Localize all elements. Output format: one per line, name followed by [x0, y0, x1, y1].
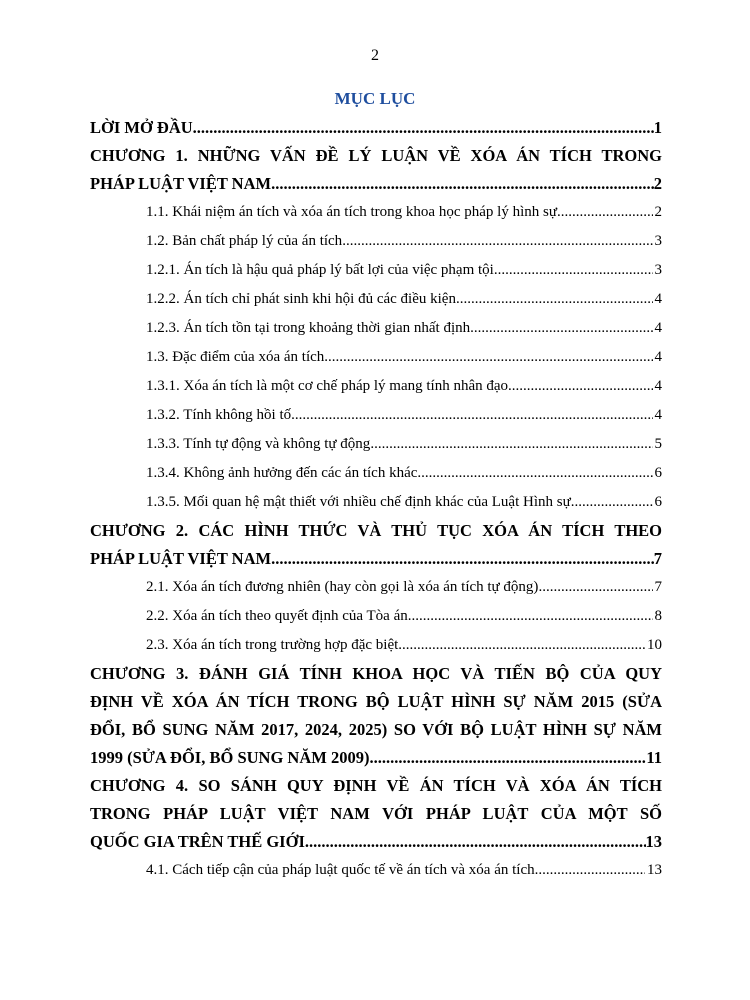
toc-entry-chapter-2[interactable]: [90, 517, 662, 573]
toc-entry-title: 2.2. Xóa án tích theo quyết định của Tòa án: [146, 608, 408, 624]
toc-page-number: 5: [654, 436, 662, 452]
dot-leader: [571, 488, 653, 517]
dot-leader: [342, 227, 652, 256]
toc-entry-chapter-4[interactable]: [90, 772, 662, 856]
toc-page-number: 2: [653, 174, 662, 193]
toc-entry-1-1[interactable]: [90, 198, 662, 227]
dot-leader: [369, 744, 646, 772]
toc-entry-4-1[interactable]: [90, 856, 662, 885]
toc-page-number: 4: [654, 349, 662, 365]
dot-leader: [470, 314, 652, 343]
toc-entry-2-2[interactable]: [90, 602, 662, 631]
toc-title: MỤC LỤC: [334, 89, 416, 108]
toc-page-number: 2: [654, 204, 662, 220]
toc-entry-1-2-3[interactable]: [90, 314, 662, 343]
toc-page-number: 6: [654, 465, 662, 481]
toc-entry-title: 1.2.2. Án tích chỉ phát sinh khi hội đủ các điều kiện: [146, 291, 456, 307]
toc-entry-title-line: CHƯƠNG 2. CÁC HÌNH THỨC VÀ THỦ TỤC XÓA ÁN TÍCH THEO: [90, 521, 662, 540]
toc-entry-1-3[interactable]: [90, 343, 662, 372]
toc-entry-1-3-1[interactable]: [90, 372, 662, 401]
toc-page-number: 3: [654, 262, 662, 278]
dot-leader: [494, 256, 653, 285]
toc-page-number: 4: [654, 291, 662, 307]
toc-entry-title: 2.3. Xóa án tích trong trường hợp đặc biệt: [146, 637, 399, 653]
dot-leader: [417, 459, 652, 488]
toc-entry-title-line: CHƯƠNG 4. SO SÁNH QUY ĐỊNH VỀ ÁN TÍCH VÀ XÓA ÁN TÍCH: [90, 776, 662, 795]
toc-entry-2-3[interactable]: [90, 631, 662, 660]
dot-leader: [398, 631, 645, 660]
toc-entry-2-1[interactable]: [90, 573, 662, 602]
toc-entry-chapter-3[interactable]: [90, 660, 662, 772]
toc-page-number: 4: [654, 320, 662, 336]
toc-entry-1-3-5[interactable]: [90, 488, 662, 517]
toc-page-number: 7: [654, 579, 662, 595]
toc-entry-title: QUỐC GIA TRÊN THẾ GIỚI: [90, 832, 305, 851]
toc-entry-title: LỜI MỞ ĐẦU: [90, 118, 193, 137]
toc-page-number: 6: [654, 494, 662, 510]
toc-entry-1-2-2[interactable]: [90, 285, 662, 314]
table-of-contents: [90, 114, 662, 885]
dot-leader: [305, 828, 646, 856]
toc-entry-1-3-4[interactable]: [90, 459, 662, 488]
dot-leader: [370, 430, 652, 459]
toc-page-number: 1: [653, 118, 662, 137]
toc-entry-title: 1.3. Đặc điểm của xóa án tích: [146, 349, 325, 365]
toc-entry-title: 1.3.3. Tính tự động và không tự động: [146, 436, 371, 452]
toc-entry-1-2-1[interactable]: [90, 256, 662, 285]
dot-leader: [193, 114, 654, 142]
dot-leader: [271, 545, 654, 573]
dot-leader: [291, 401, 652, 430]
toc-entry-title: PHÁP LUẬT VIỆT NAM: [90, 174, 272, 193]
toc-entry-title: 1.1. Khái niệm án tích và xóa án tích trong khoa học pháp lý hình sự: [146, 204, 557, 220]
dot-leader: [557, 198, 653, 227]
toc-entry-title: 1.2. Bản chất pháp lý của án tích: [146, 233, 343, 249]
toc-page-number: 8: [654, 608, 662, 624]
toc-entry-chapter-1[interactable]: [90, 142, 662, 198]
toc-page-number: 11: [646, 748, 662, 767]
toc-entry-title: PHÁP LUẬT VIỆT NAM: [90, 549, 272, 568]
toc-entry-title-line: CHƯƠNG 3. ĐÁNH GIÁ TÍNH KHOA HỌC VÀ TIẾN BỘ CỦA QUY: [90, 664, 662, 683]
dot-leader: [271, 170, 654, 198]
toc-entry-title: 1999 (SỬA ĐỔI, BỔ SUNG NĂM 2009): [90, 748, 370, 767]
toc-entry-title-line: CHƯƠNG 1. NHỮNG VẤN ĐỀ LÝ LUẬN VỀ XÓA ÁN TÍCH TRONG: [90, 146, 662, 165]
toc-page-number: 10: [647, 637, 662, 653]
toc-entry-1-3-2[interactable]: [90, 401, 662, 430]
toc-page-number: 13: [645, 832, 662, 851]
toc-entry-title-line: ĐỊNH VỀ XÓA ÁN TÍCH TRONG BỘ LUẬT HÌNH SỰ NĂM 2015 (SỬA: [90, 692, 662, 711]
toc-entry-title: 1.3.4. Không ảnh hưởng đến các án tích khác: [146, 465, 418, 481]
toc-entry-title-line: ĐỔI, BỔ SUNG NĂM 2017, 2024, 2025) SO VỚI BỘ LUẬT HÌNH SỰ NĂM: [90, 720, 662, 739]
toc-entry-title: 1.3.1. Xóa án tích là một cơ chế pháp lý mang tính nhân đạo: [146, 378, 509, 394]
toc-entry-title: 1.2.3. Án tích tồn tại trong khoảng thời gian nhất định: [146, 320, 471, 336]
dot-leader: [324, 343, 652, 372]
toc-entry-title-line: TRONG PHÁP LUẬT VIỆT NAM VỚI PHÁP LUẬT CỦA MỘT SỐ: [90, 804, 662, 823]
toc-page-number: 3: [654, 233, 662, 249]
toc-page-number: 7: [653, 549, 662, 568]
toc-entry-1-2[interactable]: [90, 227, 662, 256]
toc-entry-1-3-3[interactable]: [90, 430, 662, 459]
toc-page-number: 13: [647, 862, 662, 878]
toc-entry-title: 1.3.5. Mối quan hệ mật thiết với nhiều chế định khác của Luật Hình sự: [146, 494, 571, 510]
dot-leader: [538, 573, 652, 602]
dot-leader: [508, 372, 652, 401]
toc-entry-title: 1.2.1. Án tích là hậu quả pháp lý bất lợi của việc phạm tội: [146, 262, 494, 278]
toc-entry-title: 1.3.2. Tính không hồi tố: [146, 407, 292, 423]
toc-entry-title: 4.1. Cách tiếp cận của pháp luật quốc tế về án tích và xóa án tích: [146, 862, 535, 878]
dot-leader: [535, 856, 645, 885]
dot-leader: [408, 602, 653, 631]
dot-leader: [456, 285, 653, 314]
toc-entry-title: 2.1. Xóa án tích đương nhiên (hay còn gọi là xóa án tích tự động): [146, 579, 539, 595]
toc-page-number: 4: [654, 378, 662, 394]
toc-entry-intro[interactable]: [90, 114, 662, 142]
toc-page-number: 4: [654, 407, 662, 423]
page-number: 2: [371, 47, 379, 64]
